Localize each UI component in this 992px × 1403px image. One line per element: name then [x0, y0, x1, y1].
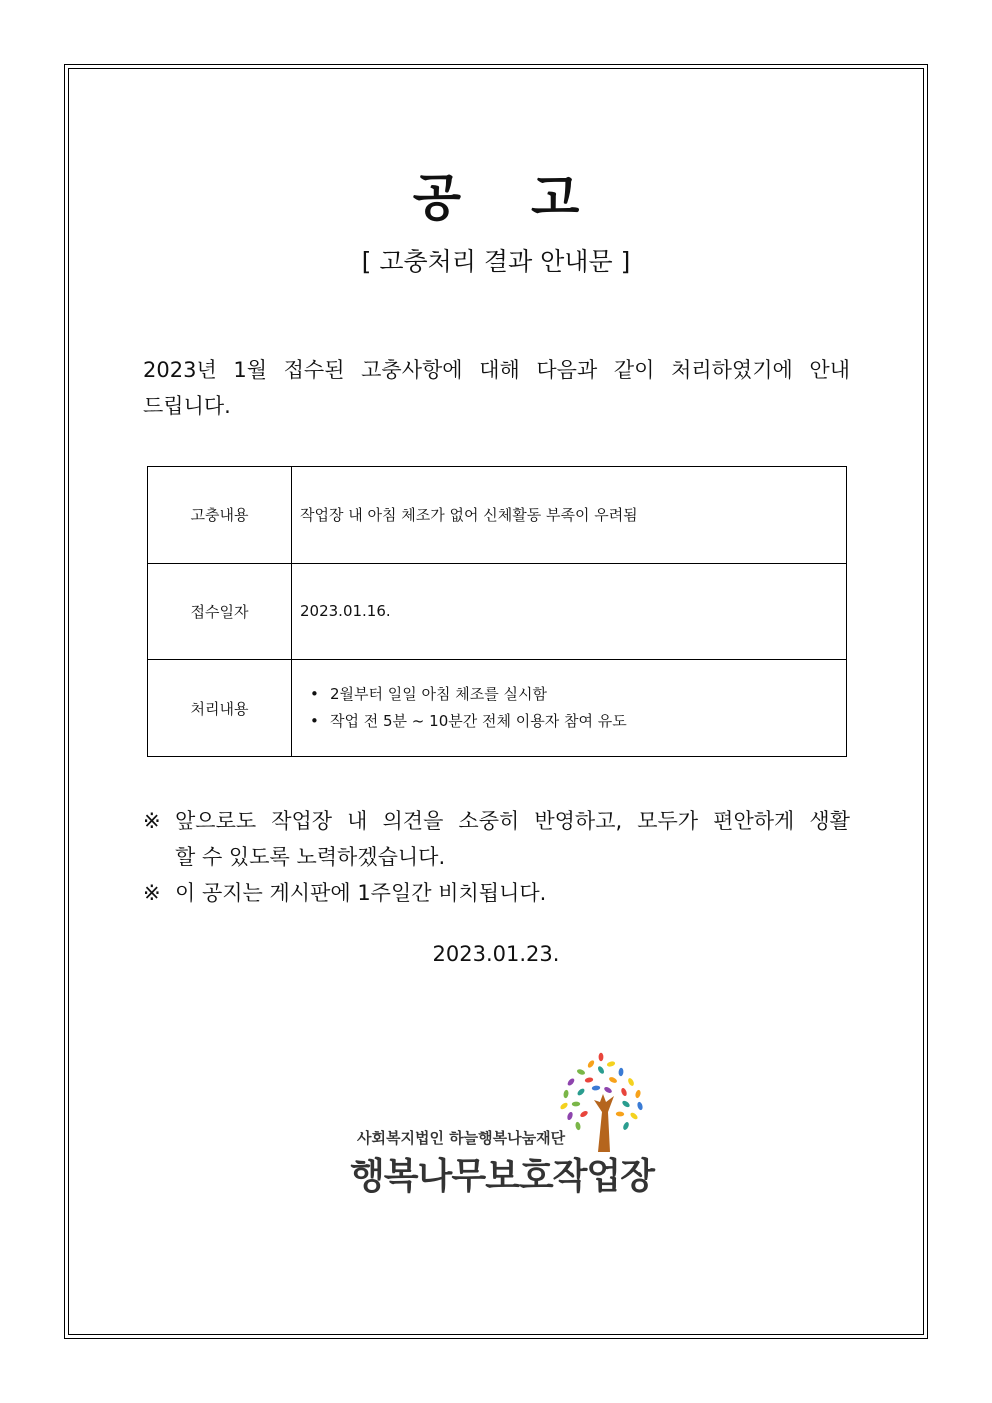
leaf — [627, 1077, 635, 1087]
tree-logo-icon — [556, 1052, 646, 1152]
leaf — [576, 1068, 586, 1075]
leaf — [576, 1087, 585, 1096]
row-header-complaint: 고충내용 — [148, 467, 292, 564]
table-row — [148, 660, 847, 757]
word: 같이 — [613, 358, 655, 382]
leaf — [566, 1077, 575, 1086]
word: 1월 — [233, 358, 268, 382]
word: 생활 — [809, 809, 850, 833]
word: 작업장 — [271, 809, 333, 833]
complaint-table — [147, 466, 847, 757]
leaf — [606, 1061, 615, 1068]
leaf — [587, 1059, 596, 1069]
leaf — [592, 1085, 601, 1091]
word: 다음과 — [536, 358, 598, 382]
word: 모두가 — [637, 809, 699, 833]
word: 앞으로도 — [175, 809, 257, 833]
list-item: • 작업 전 5분 ~ 10분간 전체 이용자 참여 유도 — [310, 708, 845, 735]
title-char-1: 공 — [412, 169, 461, 227]
word: 반영하고, — [534, 809, 623, 833]
word: 대해 — [479, 358, 520, 382]
leaf — [629, 1111, 638, 1120]
leaf — [575, 1121, 581, 1130]
leaf — [635, 1089, 642, 1098]
reference-mark: ※ — [143, 809, 161, 833]
row-header-action: 처리내용 — [148, 660, 292, 757]
leaf — [559, 1102, 569, 1111]
note-1-line-2: 할 수 있도록 노력하겠습니다. — [175, 845, 446, 869]
workshop-name: 행복나무보호작업장 — [350, 1156, 654, 1197]
leaf — [620, 1087, 628, 1097]
word: 고충사항에 — [361, 358, 463, 382]
intro-line-2: 드립니다. — [143, 394, 231, 418]
leaf — [621, 1100, 631, 1109]
leaf — [572, 1102, 580, 1107]
foundation-name: 사회복지법인 하늘행복나눔재단 — [357, 1129, 566, 1147]
leaf — [603, 1086, 613, 1094]
list-item: • 2월부터 일일 아침 체조를 실시함 — [310, 681, 845, 708]
word: 2023년 — [143, 358, 217, 382]
intro-paragraph — [143, 352, 850, 424]
leaf — [597, 1065, 606, 1075]
complaint-content: 작업장 내 아침 체조가 없어 신체활동 부족이 우려됨 — [292, 467, 847, 564]
notice-subtitle: [ 고충처리 결과 안내문 ] — [361, 247, 631, 276]
organization-logo — [350, 1050, 654, 1200]
notice-title — [0, 158, 992, 230]
table-row — [148, 563, 847, 660]
word: 소중히 — [458, 809, 520, 833]
word: 접수된 — [283, 358, 345, 382]
note-1-line-1 — [175, 803, 850, 839]
row-header-received-date: 접수일자 — [148, 563, 292, 660]
leaf — [618, 1068, 624, 1077]
received-date: 2023.01.16. — [292, 563, 847, 660]
tree-trunk — [594, 1094, 614, 1152]
action-content — [292, 660, 847, 757]
reference-mark: ※ — [143, 881, 161, 905]
notice-date: 2023.01.23. — [432, 942, 560, 966]
leaf — [616, 1111, 625, 1116]
note-2 — [143, 875, 850, 911]
word: 안내 — [809, 358, 850, 382]
leaf — [584, 1077, 593, 1083]
leaf — [599, 1053, 604, 1061]
leaf — [636, 1101, 643, 1110]
note-1 — [143, 803, 850, 839]
word: 처리하였기에 — [671, 358, 793, 382]
action-list — [300, 681, 845, 735]
leaf — [622, 1121, 630, 1131]
title-char-2: 고 — [531, 169, 580, 227]
word: 내 — [347, 809, 368, 833]
notes-section — [143, 803, 850, 911]
note-2-text: 이 공지는 게시판에 1주일간 비치됩니다. — [175, 881, 547, 905]
intro-line-1 — [143, 352, 850, 388]
table-row — [148, 467, 847, 564]
word: 편안하게 — [713, 809, 795, 833]
leaf — [563, 1089, 569, 1098]
leaf — [608, 1076, 618, 1084]
leaf — [579, 1110, 589, 1119]
leaf — [566, 1111, 573, 1121]
word: 의견을 — [382, 809, 444, 833]
